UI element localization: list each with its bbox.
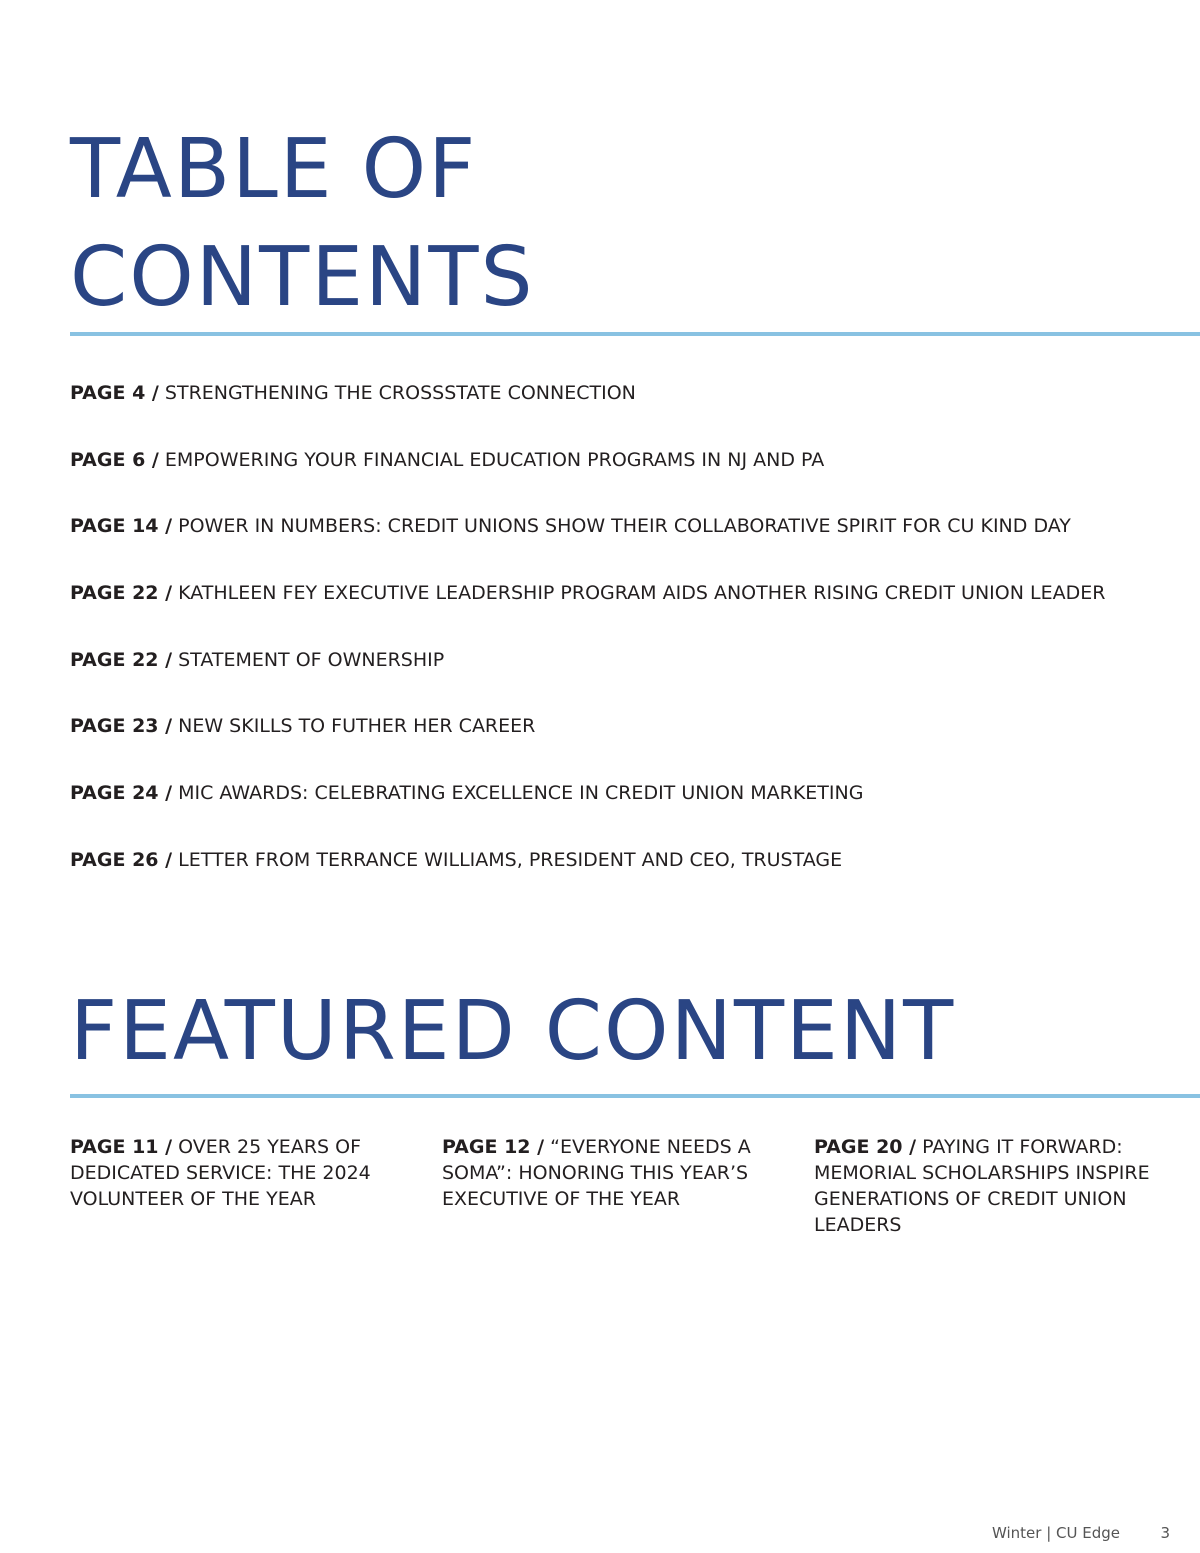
featured-title: “EVERYONE NEEDS A SOMA”: HONORING THIS YEAR’S EXECUTIVE OF THE YEAR <box>442 1136 751 1210</box>
toc-item[interactable] <box>70 776 1195 843</box>
toc-item[interactable] <box>70 709 1195 776</box>
toc-title: POWER IN NUMBERS: CREDIT UNIONS SHOW THEIR COLLABORATIVE SPIRIT FOR CU KIND DAY <box>178 515 1071 538</box>
toc-page-ref: PAGE 24 / <box>70 782 173 805</box>
toc-item[interactable] <box>70 576 1195 643</box>
featured-heading: FEATURED CONTENT <box>70 984 956 1079</box>
footer-page-number: 3 <box>1160 1524 1170 1542</box>
toc-heading-line2: CONTENTS <box>70 230 535 325</box>
toc-title: LETTER FROM TERRANCE WILLIAMS, PRESIDENT AND CEO, TRUSTAGE <box>178 848 843 871</box>
toc-item[interactable] <box>70 843 1195 910</box>
toc-page-ref: PAGE 22 / <box>70 648 173 671</box>
toc-page-ref: PAGE 6 / <box>70 448 159 471</box>
featured-item[interactable] <box>814 1134 1154 1238</box>
toc-page-ref: PAGE 26 / <box>70 848 173 871</box>
toc-item[interactable] <box>70 443 1195 510</box>
toc-page-ref: PAGE 22 / <box>70 582 173 605</box>
toc-item[interactable] <box>70 643 1195 710</box>
toc-divider <box>70 332 1200 336</box>
toc-list <box>70 376 1195 910</box>
toc-title: MIC AWARDS: CELEBRATING EXCELLENCE IN CREDIT UNION MARKETING <box>178 782 864 805</box>
toc-heading-line1: TABLE OF <box>70 122 478 217</box>
featured-title: PAYING IT FORWARD: MEMORIAL SCHOLARSHIPS INSPIRE GENERATIONS OF CREDIT UNION LEADERS <box>814 1136 1150 1236</box>
featured-page-ref: PAGE 20 / <box>814 1136 917 1158</box>
toc-title: KATHLEEN FEY EXECUTIVE LEADERSHIP PROGRAM AIDS ANOTHER RISING CREDIT UNION LEADER <box>178 582 1106 605</box>
toc-title: EMPOWERING YOUR FINANCIAL EDUCATION PROGRAMS IN NJ AND PA <box>164 448 825 471</box>
footer-publication: Winter | CU Edge <box>991 1524 1120 1542</box>
featured-divider <box>70 1094 1200 1098</box>
featured-item[interactable] <box>442 1134 782 1212</box>
featured-page-ref: PAGE 12 / <box>442 1136 545 1158</box>
featured-title: OVER 25 YEARS OF DEDICATED SERVICE: THE 2024 VOLUNTEER OF THE YEAR <box>70 1136 371 1210</box>
toc-page-ref: PAGE 23 / <box>70 715 173 738</box>
toc-page-ref: PAGE 4 / <box>70 382 159 404</box>
toc-title: STRENGTHENING THE CROSSSTATE CONNECTION <box>164 382 636 404</box>
toc-heading <box>70 116 535 332</box>
toc-item[interactable] <box>70 376 1195 443</box>
toc-page-ref: PAGE 14 / <box>70 515 173 538</box>
toc-title: STATEMENT OF OWNERSHIP <box>178 648 445 671</box>
featured-item[interactable] <box>70 1134 410 1212</box>
featured-page-ref: PAGE 11 / <box>70 1136 173 1158</box>
toc-title: NEW SKILLS TO FUTHER HER CAREER <box>178 715 536 738</box>
toc-item[interactable] <box>70 509 1195 576</box>
